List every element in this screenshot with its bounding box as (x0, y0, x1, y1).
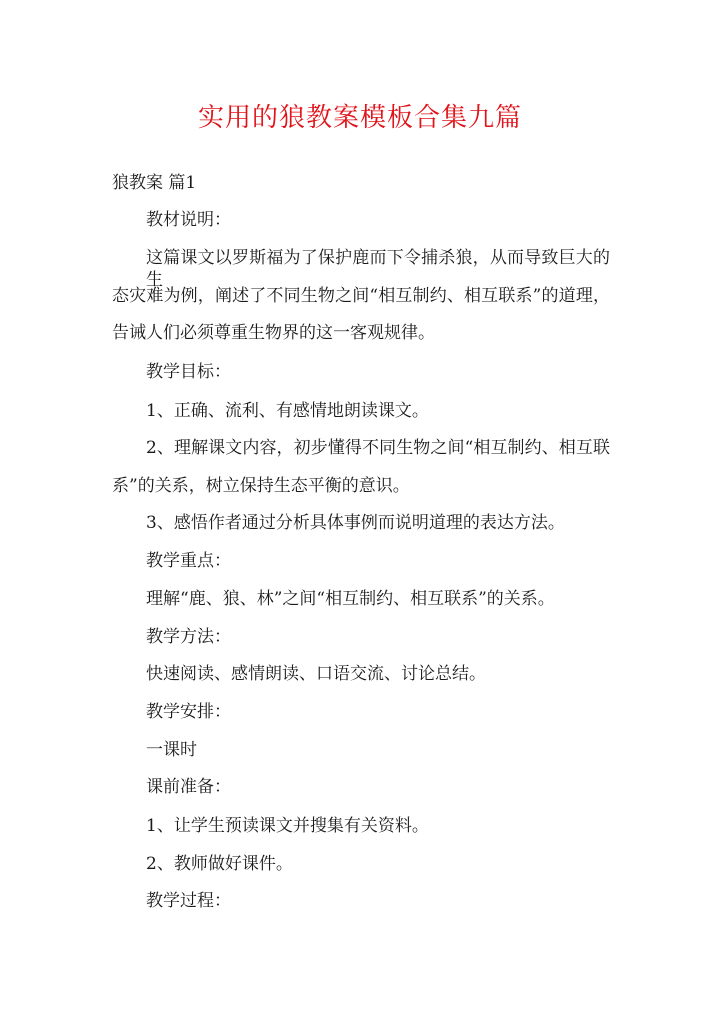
document-title: 实用的狼教案模板合集九篇 (197, 103, 522, 133)
paragraph-line: 态灾难为例，阐述了不同生物之间“相互制约、相互联系”的道理， (112, 286, 610, 306)
paragraph-line: 1、正确、流利、有感情地朗读课文。 (146, 401, 429, 421)
paragraph-line: 告诫人们必须尊重生物界的这一客观规律。 (112, 323, 435, 343)
paragraph-line: 一课时 (146, 740, 197, 760)
paragraph-line: 系”的关系，树立保持生态平衡的意识。 (112, 476, 410, 496)
paragraph-line: 课前准备： (146, 777, 231, 797)
paragraph-line: 快速阅读、感情朗读、口语交流、讨论总结。 (146, 664, 486, 684)
paragraph-line: 这篇课文以罗斯福为了保护鹿而下令捕杀狼，从而导致巨大的生 (146, 248, 610, 290)
paragraph-line: 2、理解课文内容，初步懂得不同生物之间“相互制约、相互联 (146, 438, 610, 458)
paragraph-line: 教学安排： (146, 702, 231, 722)
paragraph-line: 教学重点： (146, 551, 231, 571)
paragraph-line: 教学过程： (146, 891, 231, 911)
paragraph-line: 教学目标： (146, 362, 231, 382)
paragraph-line: 1、让学生预读课文并搜集有关资料。 (146, 816, 429, 836)
paragraph-line: 理解“鹿、狼、林”之间“相互制约、相互联系”的关系。 (146, 589, 555, 609)
section-heading: 狼教案 篇1 (112, 173, 197, 193)
paragraph-line: 2、教师做好课件。 (146, 854, 293, 874)
paragraph-line: 教学方法： (146, 627, 231, 647)
paragraph-line: 教材说明： (146, 210, 231, 230)
paragraph-line: 3、感悟作者通过分析具体事例而说明道理的表达方法。 (146, 513, 565, 533)
